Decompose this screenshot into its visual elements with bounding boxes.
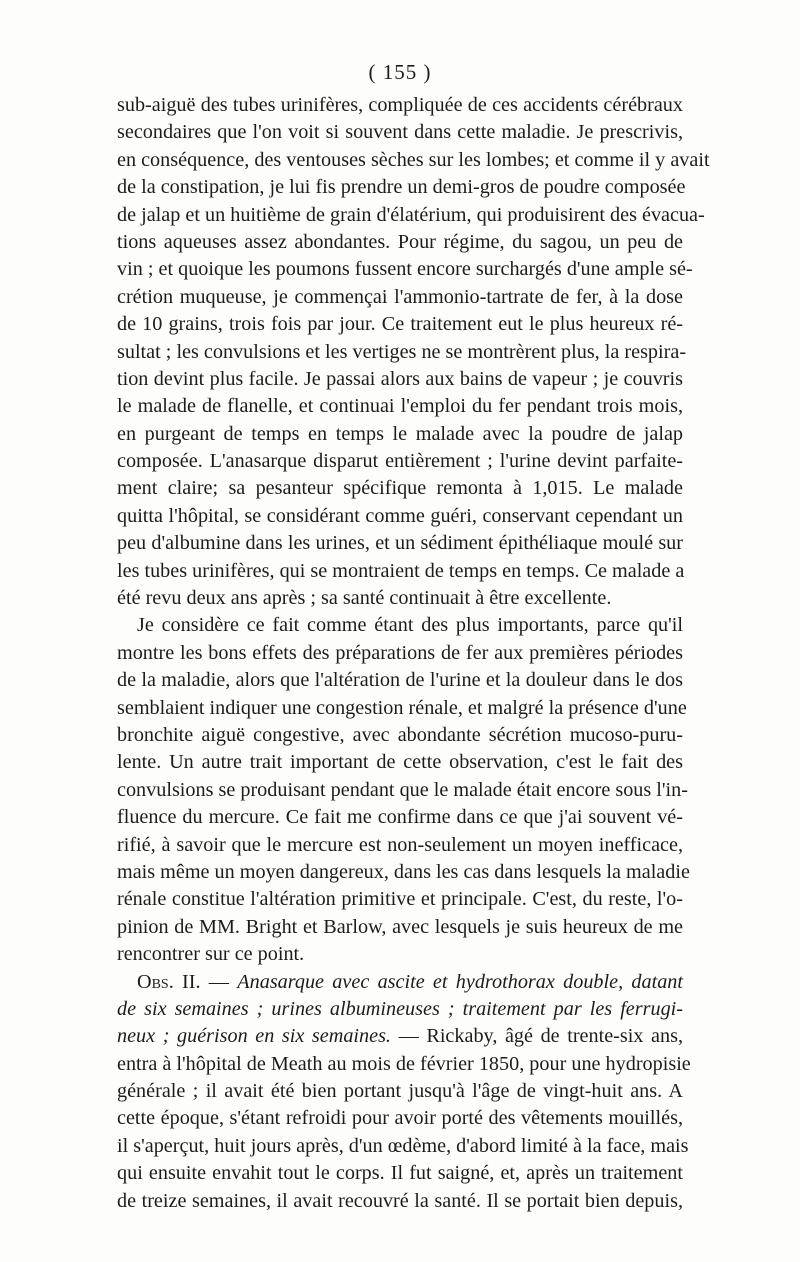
text-line: de jalap et un huitième de grain d'élatérium, qui produisirent des évacua- [117, 203, 705, 226]
text-line: quitta l'hôpital, se considérant comme guéri, conservant cependant un [117, 504, 683, 527]
text-line: rencontrer sur ce point. [117, 943, 305, 966]
text-line: les tubes urinifères, qui se montraient de temps en temps. Ce malade a [117, 559, 685, 582]
text-line: convulsions se produisant pendant que le malade était encore sous l'in- [117, 778, 688, 801]
text-line: de six semaines ; urines albumineuses ; traitement par les ferrugi- [117, 997, 683, 1020]
text-line: Je considère ce fait comme étant des plus importants, parce qu'il [137, 614, 683, 637]
paragraph-1 [117, 92, 710, 612]
text-line: entra à l'hôpital de Meath au mois de février 1850, pour une hydropisie [117, 1052, 691, 1075]
text-line [117, 969, 683, 996]
text-line: crétion muqueuse, je commençai l'ammonio-tartrate de fer, à la dose [117, 285, 683, 308]
text-line: générale ; il avait été bien portant jusqu'à l'âge de vingt-huit ans. A [117, 1080, 683, 1103]
text-line: tions aqueuses assez abondantes. Pour régime, du sagou, un peu de [117, 230, 683, 253]
text-line: sub-aiguë des tubes urinifères, compliquée de ces accidents cérébraux [117, 94, 683, 116]
text-line [117, 1023, 683, 1050]
text-line: montre les bons effets des préparations de fer aux premières périodes [117, 641, 683, 664]
observation-title: Anasarque avec ascite et hydrothorax double, datant [237, 970, 683, 993]
text-line: pinion de MM. Bright et Barlow, avec lesquels je suis heureux de me [117, 915, 683, 938]
observation-heading [117, 969, 683, 1051]
text-line: rifié, à savoir que le mercure est non-seulement un moyen inefficace, [117, 833, 683, 856]
text-line: cette époque, s'étant refroidi pour avoir porté des vêtements mouillés, [117, 1107, 683, 1130]
paragraph-3 [117, 1051, 691, 1215]
text-line: sultat ; les convulsions et les vertiges ne se montrèrent plus, la respira- [117, 340, 687, 363]
text-line: secondaires que l'on voit si souvent dans cette maladie. Je prescrivis, [117, 121, 683, 144]
text-line: il s'aperçut, huit jours après, d'un œdème, d'abord limité à la face, mais [117, 1134, 689, 1157]
observation-intro: — Rickaby, âgé de trente-six ans, [398, 1025, 683, 1048]
observation-label: Obs. II. — [137, 970, 229, 993]
paragraph-2 [117, 612, 690, 968]
text-line: composée. L'anasarque disparut entièrement ; l'urine devint parfaite- [117, 450, 683, 473]
text-line: lente. Un autre trait important de cette observation, c'est le fait des [117, 751, 683, 774]
text-line: en purgeant de temps en temps le malade avec la poudre de jalap [117, 422, 683, 445]
text-line: de la constipation, je lui fis prendre un demi-gros de poudre composée [117, 176, 686, 199]
observation-title-end: neux ; guérison en six semaines. [117, 1025, 391, 1048]
text-line: été revu deux ans après ; sa santé continuait à être excellente. [117, 587, 612, 610]
text-line: de 10 grains, trois fois par jour. Ce traitement eut le plus heureux ré- [117, 313, 683, 336]
text-line: de la maladie, alors que l'altération de l'urine et la douleur dans le dos [117, 669, 683, 692]
text-line: fluence du mercure. Ce fait me confirme dans ce que j'ai souvent vé- [117, 806, 683, 829]
text-line: le malade de flanelle, et continuai l'emploi du fer pendant trois mois, [117, 395, 683, 418]
text-line: mais même un moyen dangereux, dans les cas dans lesquels la maladie [117, 860, 690, 883]
text-line: bronchite aiguë congestive, avec abondante sécrétion mucoso-puru- [117, 723, 683, 746]
text-line: en conséquence, des ventouses sèches sur les lombes; et comme il y avait [117, 148, 710, 171]
text-line: semblaient indiquer une congestion rénale, et malgré la présence d'une [117, 696, 687, 719]
page-number: ( 155 ) [368, 60, 432, 84]
text-line: tion devint plus facile. Je passai alors aux bains de vapeur ; je couvris [117, 367, 683, 390]
text-line: ment claire; sa pesanteur spécifique remonta à 1,015. Le malade [117, 477, 683, 500]
text-line: qui ensuite envahit tout le corps. Il fut saigné, et, après un traitement [117, 1162, 683, 1185]
body-text [117, 92, 710, 1215]
text-line: peu d'albumine dans les urines, et un sédiment épithéliaque moulé sur [117, 532, 683, 555]
text-line: de treize semaines, il avait recouvré la santé. Il se portait bien depuis, [117, 1189, 683, 1212]
text-line: rénale constitue l'altération primitive et principale. C'est, du reste, l'o- [117, 888, 683, 911]
text-line: vin ; et quoique les poumons fussent encore surchargés d'une ample sé- [117, 258, 693, 281]
